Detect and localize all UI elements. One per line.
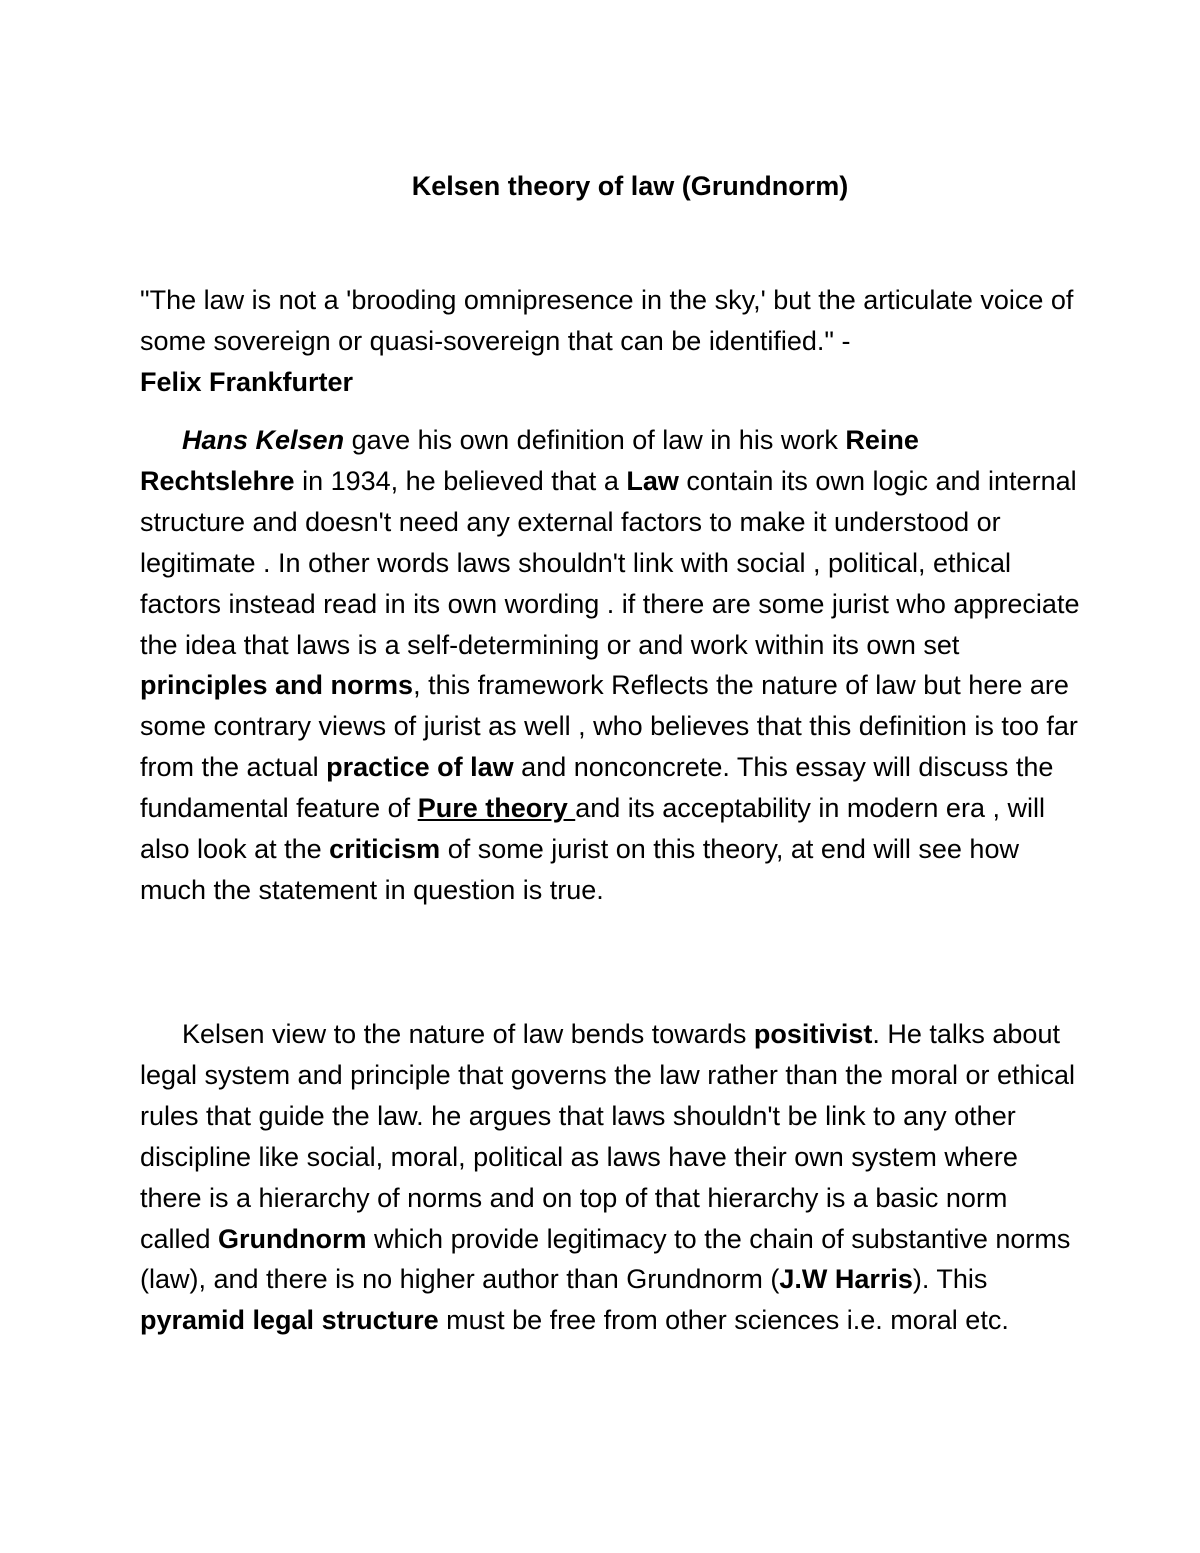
bold-term: Grundnorm bbox=[218, 1223, 367, 1254]
paragraph-1 bbox=[140, 420, 1080, 911]
text-run: which provide legitimacy to the chain of substantive norms (law), and there is no higher author than Grundnorm ( bbox=[140, 1223, 1071, 1295]
bold-term: practice of law bbox=[326, 752, 514, 783]
text-run: gave his own definition of law in his work bbox=[344, 425, 846, 455]
underlined-term: Pure theory bbox=[417, 793, 576, 824]
document-title: Kelsen theory of law (Grundnorm) bbox=[411, 171, 849, 201]
quote-text: "The law is not a 'brooding omnipresence in the sky,' but the articulate voice of some sovereign or quasi-sovereign that can be identified." - bbox=[140, 285, 1074, 356]
text-run: , this framework Reflects the nature of law but here are some contrary views of jurist as well , who believes that this definition is too far from the actual bbox=[140, 670, 1078, 783]
text-run: contain its own logic and internal structure and doesn't need any external factors to make it understood or legitimate . In other words laws shouldn't link with social , political, ethical factors instead read in its own wording . if there are some jurist who appreciate the idea that laws is a self-determining or and work within its own set bbox=[140, 465, 1080, 660]
text-run: and nonconcrete. This essay will discuss the fundamental feature of bbox=[140, 752, 1054, 824]
work-title: Reine Rechtslehre bbox=[140, 425, 919, 496]
bold-term: positivist bbox=[753, 1019, 873, 1049]
text-run: . He talks about legal system and principle that governs the law rather than the moral or ethical rules that guide the law. he argues that laws shouldn't be link to any other discipline like social, moral, political as laws have their own system where there is a hierarchy of norms and on top of that hierarchy is a basic norm called bbox=[140, 1019, 1075, 1254]
bold-term: J.W Harris bbox=[779, 1264, 913, 1295]
epigraph-quote bbox=[140, 280, 1080, 403]
author-name: Hans Kelsen bbox=[182, 425, 345, 455]
text-run: of some jurist on this theory, at end will see how much the statement in question is true. bbox=[140, 834, 1019, 905]
bold-term: Law bbox=[626, 465, 679, 496]
bold-term: criticism bbox=[329, 834, 441, 865]
text-run: must be free from other sciences i.e. moral etc. bbox=[438, 1305, 1009, 1336]
bold-term: principles and norms bbox=[140, 670, 414, 701]
text-run: in 1934, he believed that a bbox=[294, 465, 627, 496]
text-run: ). This bbox=[912, 1264, 988, 1295]
paragraph-2 bbox=[140, 1014, 1080, 1341]
quote-author: Felix Frankfurter bbox=[140, 366, 354, 397]
bold-term: pyramid legal structure bbox=[140, 1305, 439, 1336]
text-run: Kelsen view to the nature of law bends towards bbox=[182, 1019, 754, 1049]
text-run: and its acceptability in modern era , will also look at the bbox=[140, 793, 1045, 865]
